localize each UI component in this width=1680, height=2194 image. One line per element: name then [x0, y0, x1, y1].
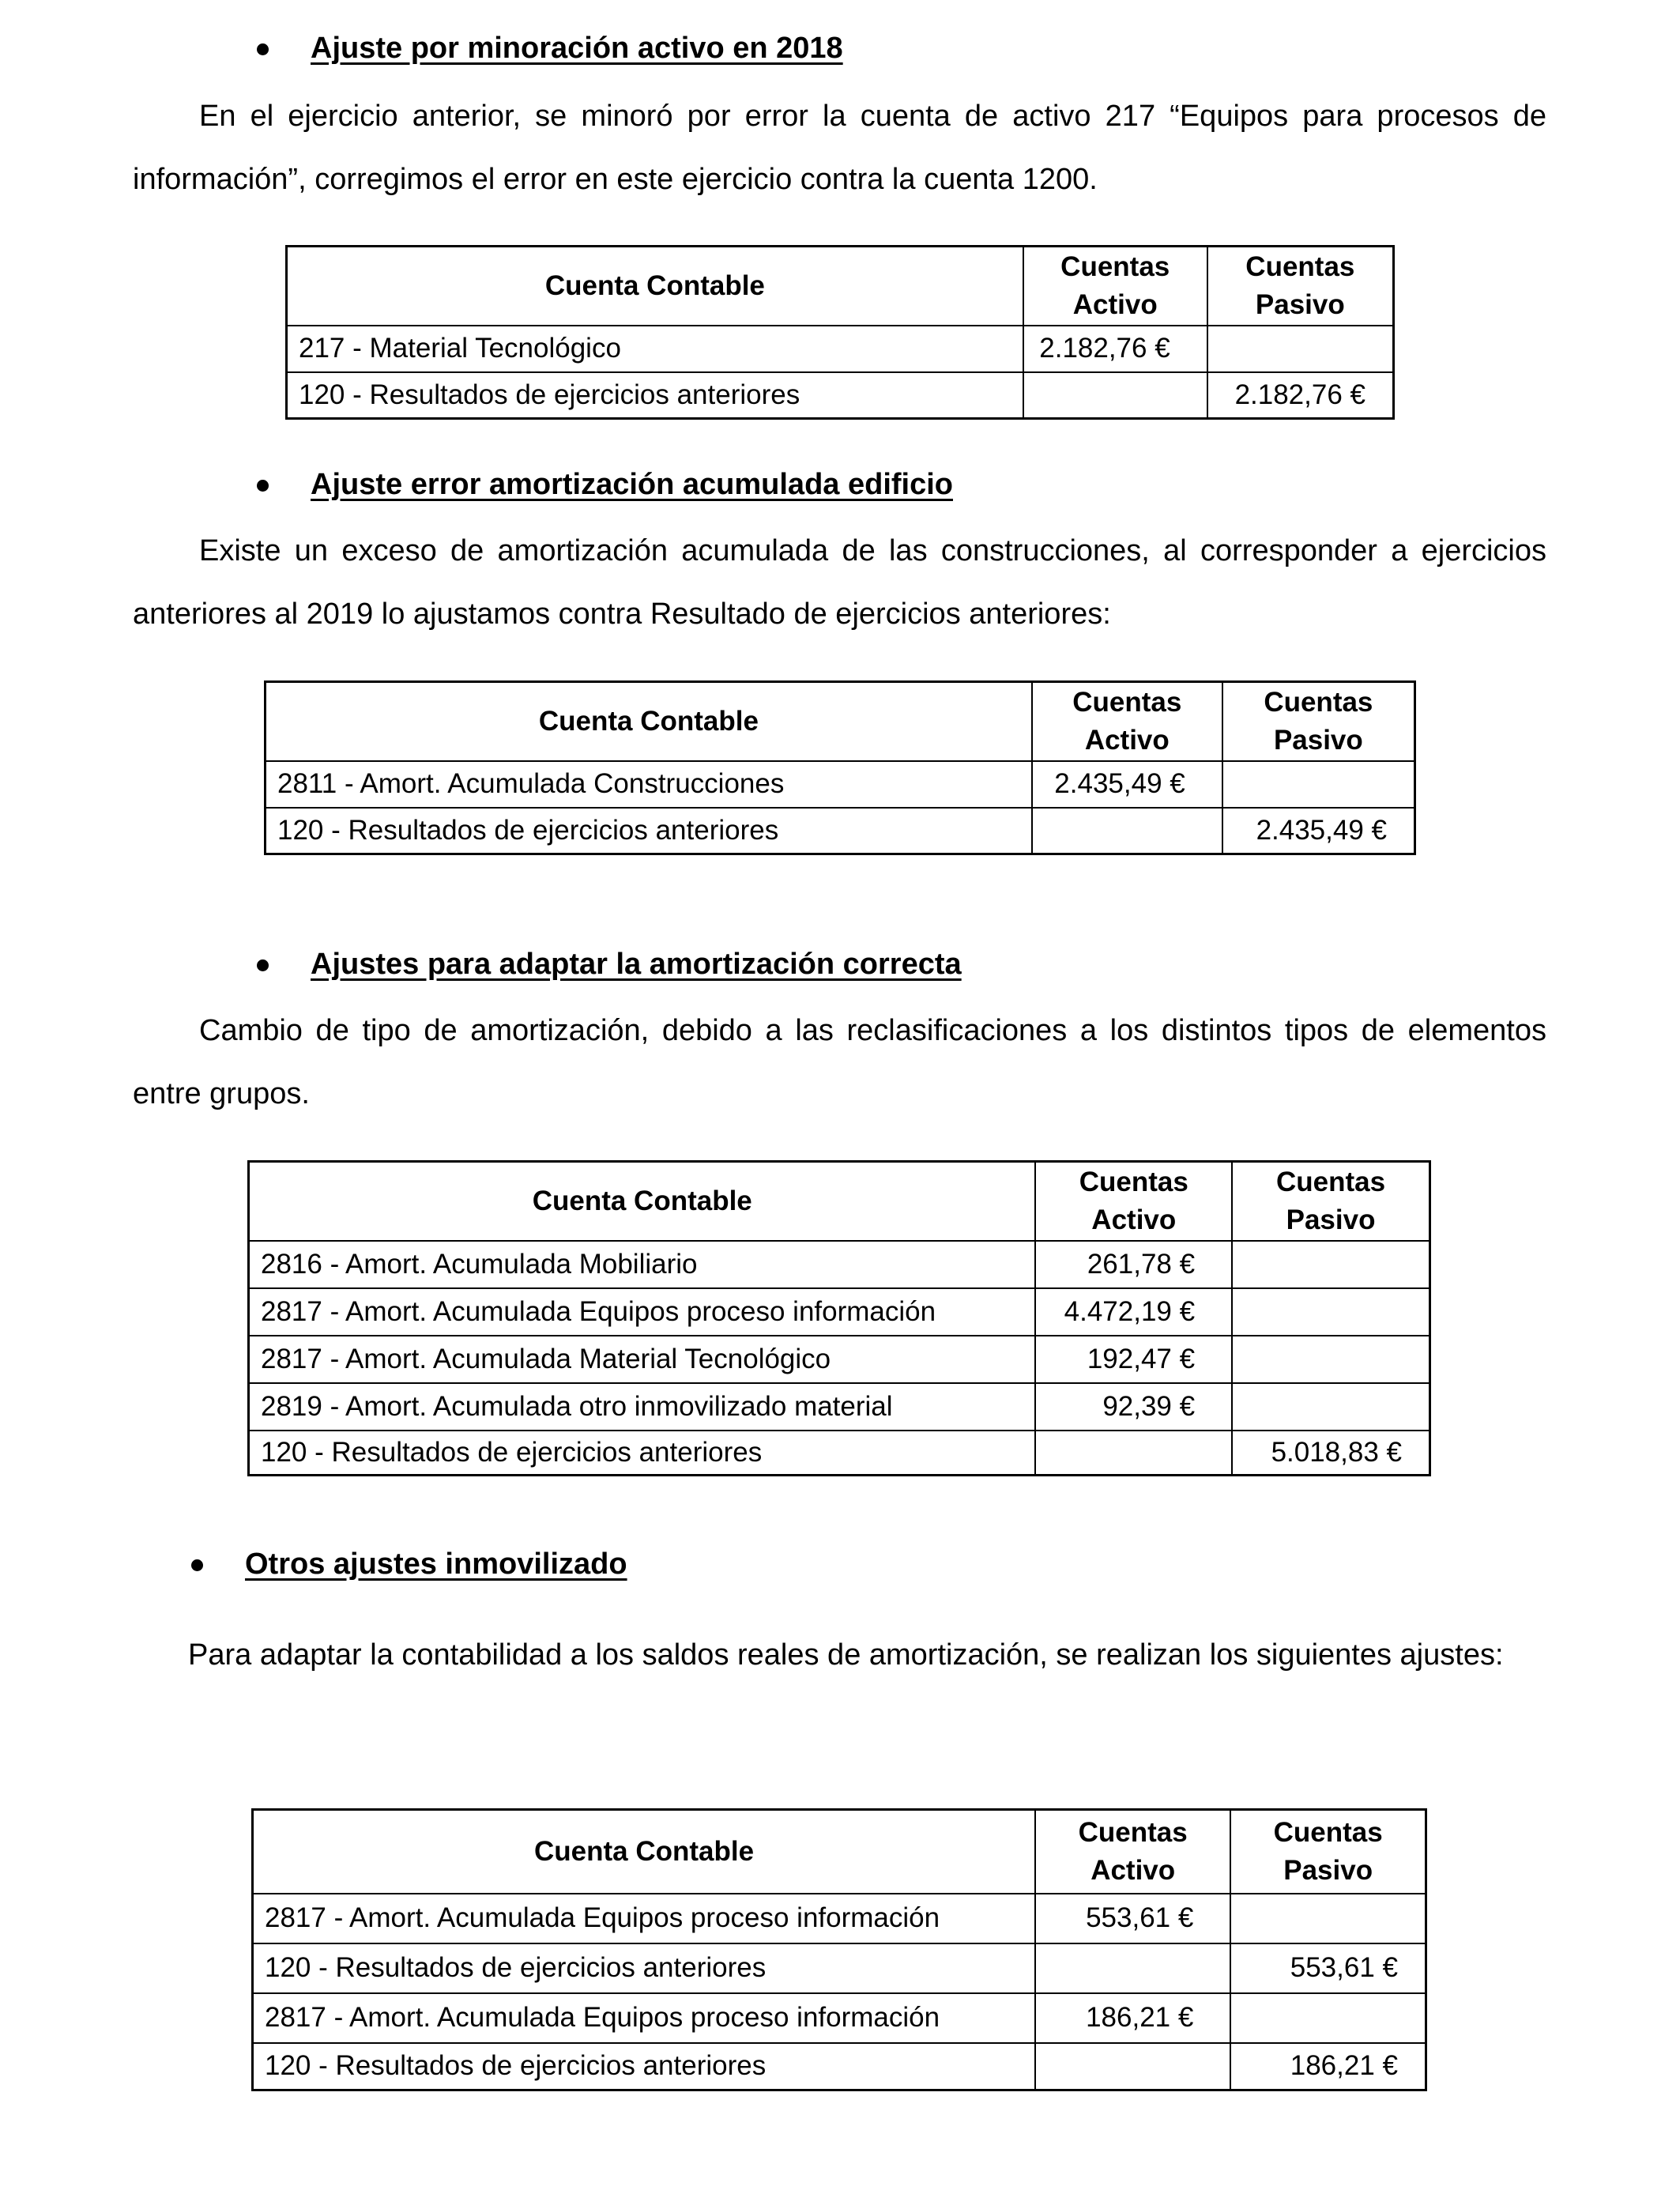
- debit-cell: 553,61 €: [1035, 1894, 1230, 1943]
- debit-cell: 192,47 €: [1035, 1336, 1232, 1383]
- table-row: [253, 1993, 1426, 2043]
- account-cell: 2819 - Amort. Acumulada otro inmovilizado material: [249, 1383, 1036, 1431]
- table-row: [287, 372, 1394, 419]
- credit-cell: 5.018,83 €: [1232, 1431, 1430, 1476]
- account-cell: 120 - Resultados de ejercicios anteriores: [266, 808, 1032, 854]
- table-row: [287, 326, 1394, 372]
- paragraph-line: En el ejercicio anterior, se minoró por error la cuenta de activo 217 “Equipos para procesos de: [199, 100, 1546, 133]
- paragraph-line: Para adaptar la contabilidad a los saldos reales de amortización, se realizan los siguientes ajustes:: [188, 1638, 1504, 1672]
- column-header-credit: Cuentas Pasivo: [1230, 1810, 1426, 1894]
- credit-cell: 2.435,49 €: [1222, 808, 1415, 854]
- column-header-debit: Cuentas Activo: [1032, 682, 1222, 761]
- section-heading: Ajustes para adaptar la amortización correcta: [311, 948, 962, 981]
- table-row: [249, 1431, 1430, 1476]
- debit-cell: [1032, 808, 1222, 854]
- credit-cell: 553,61 €: [1230, 1943, 1426, 1993]
- column-header-account: Cuenta Contable: [287, 247, 1023, 326]
- paragraph-line: Cambio de tipo de amortización, debido a las reclasificaciones a los distintos tipos de elementos: [199, 1014, 1546, 1047]
- column-header-debit: Cuentas Activo: [1035, 1162, 1232, 1241]
- account-cell: 2811 - Amort. Acumulada Construcciones: [266, 761, 1032, 808]
- column-header-account: Cuenta Contable: [249, 1162, 1036, 1241]
- column-header-credit: Cuentas Pasivo: [1222, 682, 1415, 761]
- account-cell: 2817 - Amort. Acumulada Equipos proceso información: [253, 1993, 1036, 2043]
- debit-cell: [1035, 1943, 1230, 1993]
- accounting-table: [264, 680, 1416, 855]
- credit-cell: [1230, 1993, 1426, 2043]
- column-header-debit: Cuentas Activo: [1035, 1810, 1230, 1894]
- credit-cell: [1207, 326, 1394, 372]
- table-row: [249, 1336, 1430, 1383]
- account-cell: 120 - Resultados de ejercicios anteriores: [249, 1431, 1036, 1476]
- credit-cell: [1222, 761, 1415, 808]
- account-cell: 120 - Resultados de ejercicios anteriores: [287, 372, 1023, 419]
- debit-cell: 2.182,76 €: [1023, 326, 1207, 372]
- debit-cell: [1035, 1431, 1232, 1476]
- paragraph-line: información”, corregimos el error en este ejercicio contra la cuenta 1200.: [133, 163, 1098, 196]
- table-header-row: [266, 682, 1415, 761]
- table-header-row: [253, 1810, 1426, 1894]
- table-row: [266, 761, 1415, 808]
- account-cell: 120 - Resultados de ejercicios anteriores: [253, 2043, 1036, 2090]
- credit-cell: 186,21 €: [1230, 2043, 1426, 2090]
- column-header-account: Cuenta Contable: [266, 682, 1032, 761]
- account-cell: 120 - Resultados de ejercicios anteriores: [253, 1943, 1036, 1993]
- credit-cell: [1232, 1288, 1430, 1336]
- section-heading: Ajuste error amortización acumulada edificio: [311, 468, 953, 501]
- column-header-account: Cuenta Contable: [253, 1810, 1036, 1894]
- accounting-table: [285, 245, 1395, 420]
- column-header-debit: Cuentas Activo: [1023, 247, 1207, 326]
- debit-cell: [1035, 2043, 1230, 2090]
- table-row: [249, 1241, 1430, 1288]
- paragraph-line: anteriores al 2019 lo ajustamos contra Resultado de ejercicios anteriores:: [133, 598, 1111, 631]
- bullet-icon: [257, 959, 269, 971]
- section-heading: Ajuste por minoración activo en 2018: [311, 32, 843, 65]
- table-header-row: [287, 247, 1394, 326]
- credit-cell: [1232, 1336, 1430, 1383]
- paragraph-line: entre grupos.: [133, 1077, 310, 1110]
- debit-cell: 4.472,19 €: [1035, 1288, 1232, 1336]
- table-row: [249, 1383, 1430, 1431]
- table-row: [253, 2043, 1426, 2090]
- credit-cell: 2.182,76 €: [1207, 372, 1394, 419]
- account-cell: 2817 - Amort. Acumulada Equipos proceso información: [249, 1288, 1036, 1336]
- table-row: [266, 808, 1415, 854]
- debit-cell: [1023, 372, 1207, 419]
- debit-cell: 92,39 €: [1035, 1383, 1232, 1431]
- table-header-row: [249, 1162, 1430, 1241]
- bullet-icon: [257, 43, 269, 55]
- accounting-table: [251, 1808, 1427, 2091]
- credit-cell: [1232, 1241, 1430, 1288]
- debit-cell: 261,78 €: [1035, 1241, 1232, 1288]
- table-row: [253, 1943, 1426, 1993]
- table-row: [253, 1894, 1426, 1943]
- column-header-credit: Cuentas Pasivo: [1232, 1162, 1430, 1241]
- bullet-icon: [257, 480, 269, 492]
- column-header-credit: Cuentas Pasivo: [1207, 247, 1394, 326]
- account-cell: 2816 - Amort. Acumulada Mobiliario: [249, 1241, 1036, 1288]
- section-heading: Otros ajustes inmovilizado: [245, 1547, 627, 1581]
- account-cell: 2817 - Amort. Acumulada Material Tecnológico: [249, 1336, 1036, 1383]
- account-cell: 217 - Material Tecnológico: [287, 326, 1023, 372]
- debit-cell: 186,21 €: [1035, 1993, 1230, 2043]
- account-cell: 2817 - Amort. Acumulada Equipos proceso información: [253, 1894, 1036, 1943]
- bullet-icon: [191, 1559, 203, 1571]
- accounting-table: [247, 1160, 1431, 1476]
- debit-cell: 2.435,49 €: [1032, 761, 1222, 808]
- table-row: [249, 1288, 1430, 1336]
- credit-cell: [1232, 1383, 1430, 1431]
- credit-cell: [1230, 1894, 1426, 1943]
- paragraph-line: Existe un exceso de amortización acumulada de las construcciones, al corresponder a ejercicios: [199, 534, 1546, 567]
